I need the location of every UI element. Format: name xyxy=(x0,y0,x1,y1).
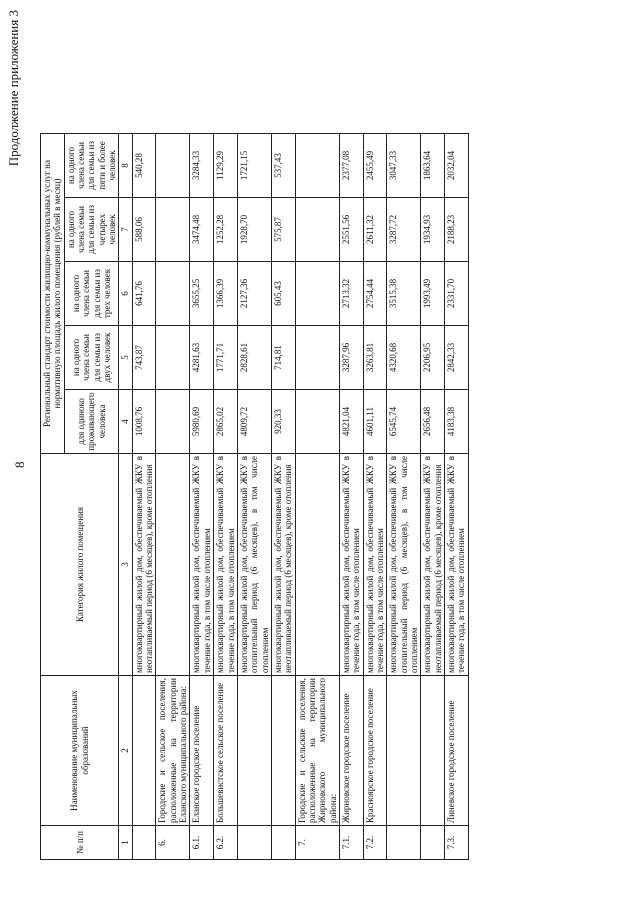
column-number: 6 xyxy=(119,262,132,326)
row-category: многоквартирный жилой дом, обеспечиваемый ЖКУ в течение года, в том числе отоплением xyxy=(363,454,387,676)
header-group: Региональный стандарт стоимости жилищно-коммунальных услуг на нормативную площадь жилого помещения (рублей в месяц) xyxy=(41,134,65,454)
row-number: 7.2. xyxy=(363,826,387,860)
row-number: 6.2. xyxy=(214,826,238,860)
row-value: 3287,72 xyxy=(387,198,421,262)
row-value: 3474,48 xyxy=(190,198,214,262)
header-sub: на одного члена семьи для семьи из четырех человек xyxy=(64,198,119,262)
row-number: 7.1. xyxy=(339,826,363,860)
row-number xyxy=(132,826,156,860)
column-numbers-row xyxy=(119,134,132,860)
row-value: 1771,71 xyxy=(214,326,238,390)
row-value: 588,06 xyxy=(132,198,156,262)
header-num: № п/п xyxy=(41,826,119,860)
row-category: многоквартирный жилой дом, обеспечиваемый ЖКУ в течение года, в том числе отоплением xyxy=(445,454,469,676)
row-value xyxy=(295,390,339,454)
row-value: 4809,72 xyxy=(237,390,271,454)
row-municipality: Городские и сельское поселения, расположенные на территории Еланского муниципального района: xyxy=(156,676,190,826)
row-value xyxy=(295,198,339,262)
row-value xyxy=(295,262,339,326)
row-number: 6.1. xyxy=(190,826,214,860)
row-value: 920,33 xyxy=(271,390,295,454)
row-number xyxy=(387,826,421,860)
row-value: 2127,36 xyxy=(237,262,271,326)
row-value: 3047,33 xyxy=(387,134,421,198)
row-value xyxy=(156,198,190,262)
row-value: 3284,33 xyxy=(190,134,214,198)
row-municipality: Городские и сельские поселения, расположенные на территории Жирновского муниципального района: xyxy=(295,676,339,826)
row-value: 537,43 xyxy=(271,134,295,198)
table-row xyxy=(421,134,445,860)
row-municipality xyxy=(387,676,421,826)
table-row xyxy=(237,134,271,860)
row-value: 2377,08 xyxy=(339,134,363,198)
row-value: 1252,28 xyxy=(214,198,238,262)
row-value: 3515,38 xyxy=(387,262,421,326)
row-value: 2754,44 xyxy=(363,262,387,326)
row-value: 3655,25 xyxy=(190,262,214,326)
table-row xyxy=(363,134,387,860)
row-value xyxy=(156,134,190,198)
column-number: 5 xyxy=(119,326,132,390)
table-row xyxy=(132,134,156,860)
standards-table xyxy=(40,133,469,860)
row-value: 1993,49 xyxy=(421,262,445,326)
row-value xyxy=(295,326,339,390)
row-value: 4183,38 xyxy=(445,390,469,454)
row-category: многоквартирный жилой дом, обеспечиваемый ЖКУ в неотапливаемый период (6 месяцев), кроме отопления xyxy=(421,454,445,676)
header-name: Наименование муниципальных образований xyxy=(41,676,119,826)
row-value: 1863,64 xyxy=(421,134,445,198)
header-sub: для одиноко проживающего человека xyxy=(64,390,119,454)
row-category xyxy=(295,454,339,676)
row-municipality: Еланское городское поселение xyxy=(190,676,214,826)
header-category: Категория жилого помещения xyxy=(41,454,119,676)
row-value: 2842,33 xyxy=(445,326,469,390)
table-body xyxy=(132,134,468,860)
row-number xyxy=(421,826,445,860)
table-row xyxy=(156,134,190,860)
row-municipality: Жирновское городское поселение xyxy=(339,676,363,826)
column-number: 3 xyxy=(119,454,132,676)
row-value: 540,28 xyxy=(132,134,156,198)
column-number: 1 xyxy=(119,826,132,860)
row-value: 575,87 xyxy=(271,198,295,262)
row-value: 3287,96 xyxy=(339,326,363,390)
table-row xyxy=(445,134,469,860)
row-municipality xyxy=(237,676,271,826)
row-value: 1366,39 xyxy=(214,262,238,326)
row-value: 6545,74 xyxy=(387,390,421,454)
page-number: 8 xyxy=(12,461,27,468)
row-value xyxy=(156,390,190,454)
column-number: 8 xyxy=(119,134,132,198)
row-value: 2656,48 xyxy=(421,390,445,454)
table-row xyxy=(190,134,214,860)
row-number: 7. xyxy=(295,826,339,860)
row-value: 5980,69 xyxy=(190,390,214,454)
row-value: 4281,63 xyxy=(190,326,214,390)
row-value: 2713,32 xyxy=(339,262,363,326)
row-value: 714,81 xyxy=(271,326,295,390)
row-value xyxy=(156,326,190,390)
row-number: 7.3. xyxy=(445,826,469,860)
row-value: 3263,81 xyxy=(363,326,387,390)
row-category: многоквартирный жилой дом, обеспечиваемый ЖКУ в течение года, в том числе отоплением xyxy=(214,454,238,676)
row-number xyxy=(237,826,271,860)
row-category: многоквартирный жилой дом, обеспечиваемый ЖКУ в отопительный период (6 месяцев), в том числе отоплением xyxy=(237,454,271,676)
row-value: 2865,02 xyxy=(214,390,238,454)
row-category xyxy=(156,454,190,676)
table-row xyxy=(214,134,238,860)
row-value: 4320,68 xyxy=(387,326,421,390)
row-municipality: Красноярское городское поселение xyxy=(363,676,387,826)
row-value: 2828,61 xyxy=(237,326,271,390)
table-row xyxy=(295,134,339,860)
table-row xyxy=(271,134,295,860)
row-value: 4601,11 xyxy=(363,390,387,454)
row-category: многоквартирный жилой дом, обеспечиваемый ЖКУ в течение года, в том числе отоплением xyxy=(190,454,214,676)
header-sub: на одного члена семьи для семьи из пяти и более человек xyxy=(64,134,119,198)
row-value: 743,87 xyxy=(132,326,156,390)
row-category: многоквартирный жилой дом, обеспечиваемый ЖКУ в течение года, в том числе отоплением xyxy=(339,454,363,676)
row-number xyxy=(271,826,295,860)
row-category: многоквартирный жилой дом, обеспечиваемый ЖКУ в неотапливаемый период (6 месяцев), кроме отопления xyxy=(132,454,156,676)
row-value: 1721,15 xyxy=(237,134,271,198)
row-value: 2331,70 xyxy=(445,262,469,326)
row-value: 1934,93 xyxy=(421,198,445,262)
row-value: 2551,56 xyxy=(339,198,363,262)
row-value: 2611,32 xyxy=(363,198,387,262)
row-value: 1129,29 xyxy=(214,134,238,198)
row-category: многоквартирный жилой дом, обеспечиваемый ЖКУ в неотапливаемый период (6 месяцев), кроме отопления xyxy=(271,454,295,676)
header-sub: на одного члена семьи для семьи из двух человек xyxy=(64,326,119,390)
appendix-title: Продолжение приложения 3 xyxy=(6,10,21,167)
row-value: 2032,04 xyxy=(445,134,469,198)
row-municipality xyxy=(421,676,445,826)
row-municipality: Линевское городское поселение xyxy=(445,676,469,826)
row-category: многоквартирный жилой дом, обеспечиваемый ЖКУ в отопительный период (6 месяцев), в том числе отоплением xyxy=(387,454,421,676)
column-number: 2 xyxy=(119,676,132,826)
row-value xyxy=(295,134,339,198)
row-municipality xyxy=(132,676,156,826)
row-value: 605,43 xyxy=(271,262,295,326)
row-value: 1928,70 xyxy=(237,198,271,262)
table-row xyxy=(339,134,363,860)
row-value: 4821,04 xyxy=(339,390,363,454)
row-municipality xyxy=(271,676,295,826)
table-row xyxy=(387,134,421,860)
row-number: 6. xyxy=(156,826,190,860)
column-number: 4 xyxy=(119,390,132,454)
row-value xyxy=(156,262,190,326)
row-value: 641,76 xyxy=(132,262,156,326)
header-sub: на одного члена семьи для семьи из трех человек xyxy=(64,262,119,326)
row-value: 1008,76 xyxy=(132,390,156,454)
row-value: 2188,23 xyxy=(445,198,469,262)
row-municipality: Большевистское сельское поселение xyxy=(214,676,238,826)
column-number: 7 xyxy=(119,198,132,262)
row-value: 2455,49 xyxy=(363,134,387,198)
row-value: 2206,95 xyxy=(421,326,445,390)
